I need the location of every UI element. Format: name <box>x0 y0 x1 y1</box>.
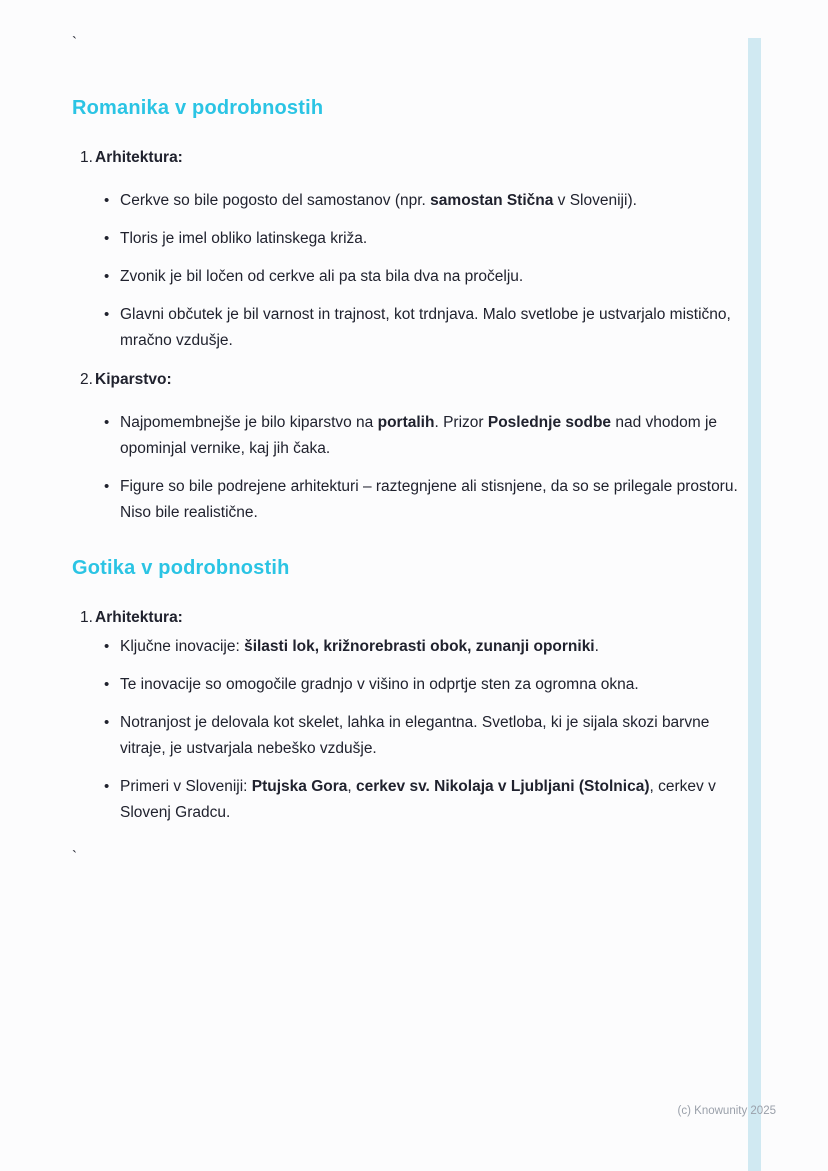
bullet-item <box>120 302 738 354</box>
item-title: Arhitektura: <box>95 149 183 166</box>
text-segment: Ptujska Gora <box>251 778 348 795</box>
item-title: Arhitektura: <box>95 609 183 626</box>
text-segment: Zvonik je bil ločen od cerkve ali pa sta bila dva na pročelju. <box>120 268 524 285</box>
text-segment: nad vhodom je opominjal vernike, kaj jih čaka. <box>120 414 718 457</box>
bullet-list-gotika-arhitektura <box>72 634 740 826</box>
bullet-text <box>120 268 523 285</box>
bullet-item <box>120 710 738 762</box>
text-segment: Najpomembnejše je bilo kiparstvo na <box>120 414 378 431</box>
text-segment: cerkev sv. Nikolaja v Ljubljani (Stolnica) <box>356 778 650 795</box>
text-segment: Cerkve so bile pogosto del samostanov (npr. <box>120 192 431 209</box>
numbered-item-arhitektura-gotika <box>72 606 740 630</box>
text-segment: Poslednje sodbe <box>487 414 612 431</box>
section-heading-romanika: Romanika v podrobnostih <box>72 97 324 119</box>
text-segment: , <box>347 778 357 795</box>
item-number: 1. <box>80 609 93 626</box>
document-content <box>72 0 740 866</box>
bullet-text <box>120 714 709 757</box>
text-segment: Glavni občutek je bil varnost in trajnost, kot trdnjava. Malo svetlobe je ustvarjalo mistično, mračno vzdušje. <box>120 306 731 349</box>
text-segment: , cerkev v Slovenj Gradcu. <box>120 778 716 821</box>
bullet-list-romanika-arhitektura <box>72 188 740 354</box>
stray-backtick-bottom: ` <box>72 848 77 865</box>
bullet-item <box>120 634 738 660</box>
item-number: 2. <box>80 371 93 388</box>
bullet-text <box>120 192 637 209</box>
bullet-item <box>120 264 738 290</box>
numbered-item-kiparstvo <box>72 368 740 392</box>
text-segment: v Sloveniji). <box>553 192 637 209</box>
page-edge-stripe <box>748 38 761 1171</box>
bullet-item <box>120 672 738 698</box>
item-number: 1. <box>80 149 93 166</box>
bullet-item <box>120 188 738 214</box>
text-segment: . Prizor <box>434 414 488 431</box>
bullet-text <box>120 676 639 693</box>
bullet-list-romanika-kiparstvo <box>72 410 740 526</box>
bullet-text <box>120 478 738 521</box>
text-segment: . <box>594 638 599 655</box>
text-segment: Primeri v Sloveniji: <box>120 778 252 795</box>
section-heading-gotika: Gotika v podrobnostih <box>72 557 290 579</box>
numbered-item-arhitektura-romanika <box>72 146 740 170</box>
bullet-text <box>120 778 716 821</box>
text-segment: šilasti lok, križnorebrasti obok, zunanji oporniki <box>244 638 595 655</box>
text-segment: samostan Stična <box>430 192 554 209</box>
bullet-text <box>120 414 717 457</box>
text-segment: Tloris je imel obliko latinskega križa. <box>120 230 368 247</box>
item-title: Kiparstvo: <box>95 371 172 388</box>
bullet-item <box>120 226 738 252</box>
bullet-item <box>120 474 738 526</box>
copyright-footer: (c) Knowunity 2025 <box>677 1105 776 1117</box>
text-segment: Notranjost je delovala kot skelet, lahka in elegantna. Svetloba, ki je sijala skozi barvne vitraje, je ustvarjala nebeško vzdušje. <box>120 714 710 757</box>
bullet-text <box>120 230 367 247</box>
text-segment: Te inovacije so omogočile gradnjo v višino in odprtje sten za ogromna okna. <box>120 676 639 693</box>
bullet-text <box>120 638 599 655</box>
text-segment: portalih <box>377 414 435 431</box>
stray-backtick-top: ` <box>72 34 77 51</box>
bullet-text <box>120 306 731 349</box>
text-segment: Ključne inovacije: <box>120 638 245 655</box>
bullet-item <box>120 410 738 462</box>
bullet-item <box>120 774 738 826</box>
text-segment: Figure so bile podrejene arhitekturi – raztegnjene ali stisnjene, da so se prilegale prostoru. Niso bile realistične. <box>120 478 738 521</box>
